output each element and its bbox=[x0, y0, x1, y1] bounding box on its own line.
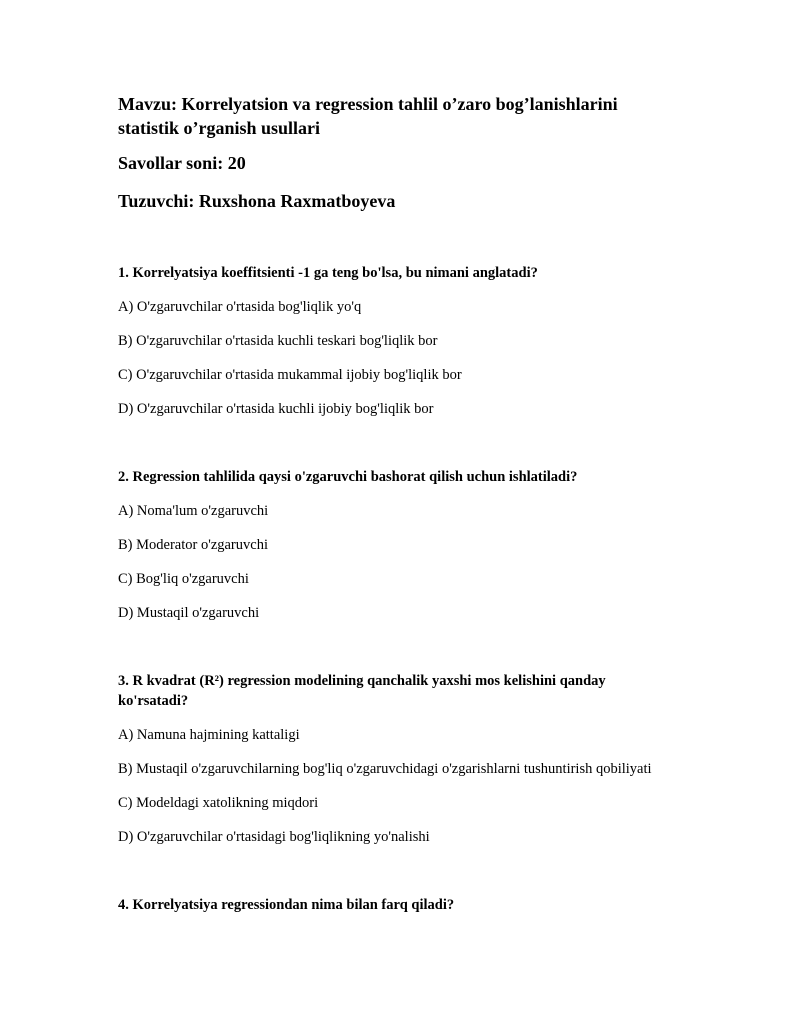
question-3 bbox=[118, 671, 678, 847]
question-count: Savollar soni: 20 bbox=[118, 153, 246, 173]
question-text: 3. R kvadrat (R²) regression modelining qanchalik yaxshi mos kelishini qanday ko'rsatadi? bbox=[118, 673, 606, 709]
option-c[interactable]: C) Bog'liq o'zgaruvchi bbox=[118, 571, 249, 587]
options-list bbox=[118, 297, 678, 419]
options-list bbox=[118, 501, 678, 623]
question-text: 2. Regression tahlilida qaysi o'zgaruvchi bashorat qilish uchun ishlatiladi? bbox=[118, 469, 578, 485]
option-a[interactable]: A) Noma'lum o'zgaruvchi bbox=[118, 503, 269, 519]
question-text: 1. Korrelyatsiya koeffitsienti -1 ga teng bo'lsa, bu nimani anglatadi? bbox=[118, 265, 538, 281]
document-page bbox=[118, 92, 678, 915]
option-a[interactable]: A) Namuna hajmining kattaligi bbox=[118, 727, 300, 743]
document-title: Mavzu: Korrelyatsion va regression tahlil o’zaro bog’lanishlarini statistik o’rganish usullari bbox=[118, 94, 618, 138]
question-text: 4. Korrelyatsiya regressiondan nima bilan farq qiladi? bbox=[118, 897, 455, 913]
option-d[interactable]: D) O'zgaruvchilar o'rtasida kuchli ijobiy bog'liqlik bor bbox=[118, 401, 434, 417]
option-d[interactable]: D) O'zgaruvchilar o'rtasidagi bog'liqlikning yo'nalishi bbox=[118, 829, 430, 845]
option-c[interactable]: C) O'zgaruvchilar o'rtasida mukammal ijobiy bog'liqlik bor bbox=[118, 367, 462, 383]
option-a[interactable]: A) O'zgaruvchilar o'rtasida bog'liqlik yo'q bbox=[118, 299, 362, 315]
options-list bbox=[118, 725, 678, 847]
option-c[interactable]: C) Modeldagi xatolikning miqdori bbox=[118, 795, 319, 811]
option-b[interactable]: B) Mustaqil o'zgaruvchilarning bog'liq o'zgaruvchidagi o'zgarishlarni tushuntirish qobiliyati bbox=[118, 761, 652, 777]
question-1 bbox=[118, 263, 678, 419]
author-line: Tuzuvchi: Ruxshona Raxmatboyeva bbox=[118, 191, 396, 211]
question-2 bbox=[118, 467, 678, 623]
option-b[interactable]: B) Moderator o'zgaruvchi bbox=[118, 537, 268, 553]
option-d[interactable]: D) Mustaqil o'zgaruvchi bbox=[118, 605, 260, 621]
question-4 bbox=[118, 895, 678, 915]
option-b[interactable]: B) O'zgaruvchilar o'rtasida kuchli teskari bog'liqlik bor bbox=[118, 333, 438, 349]
